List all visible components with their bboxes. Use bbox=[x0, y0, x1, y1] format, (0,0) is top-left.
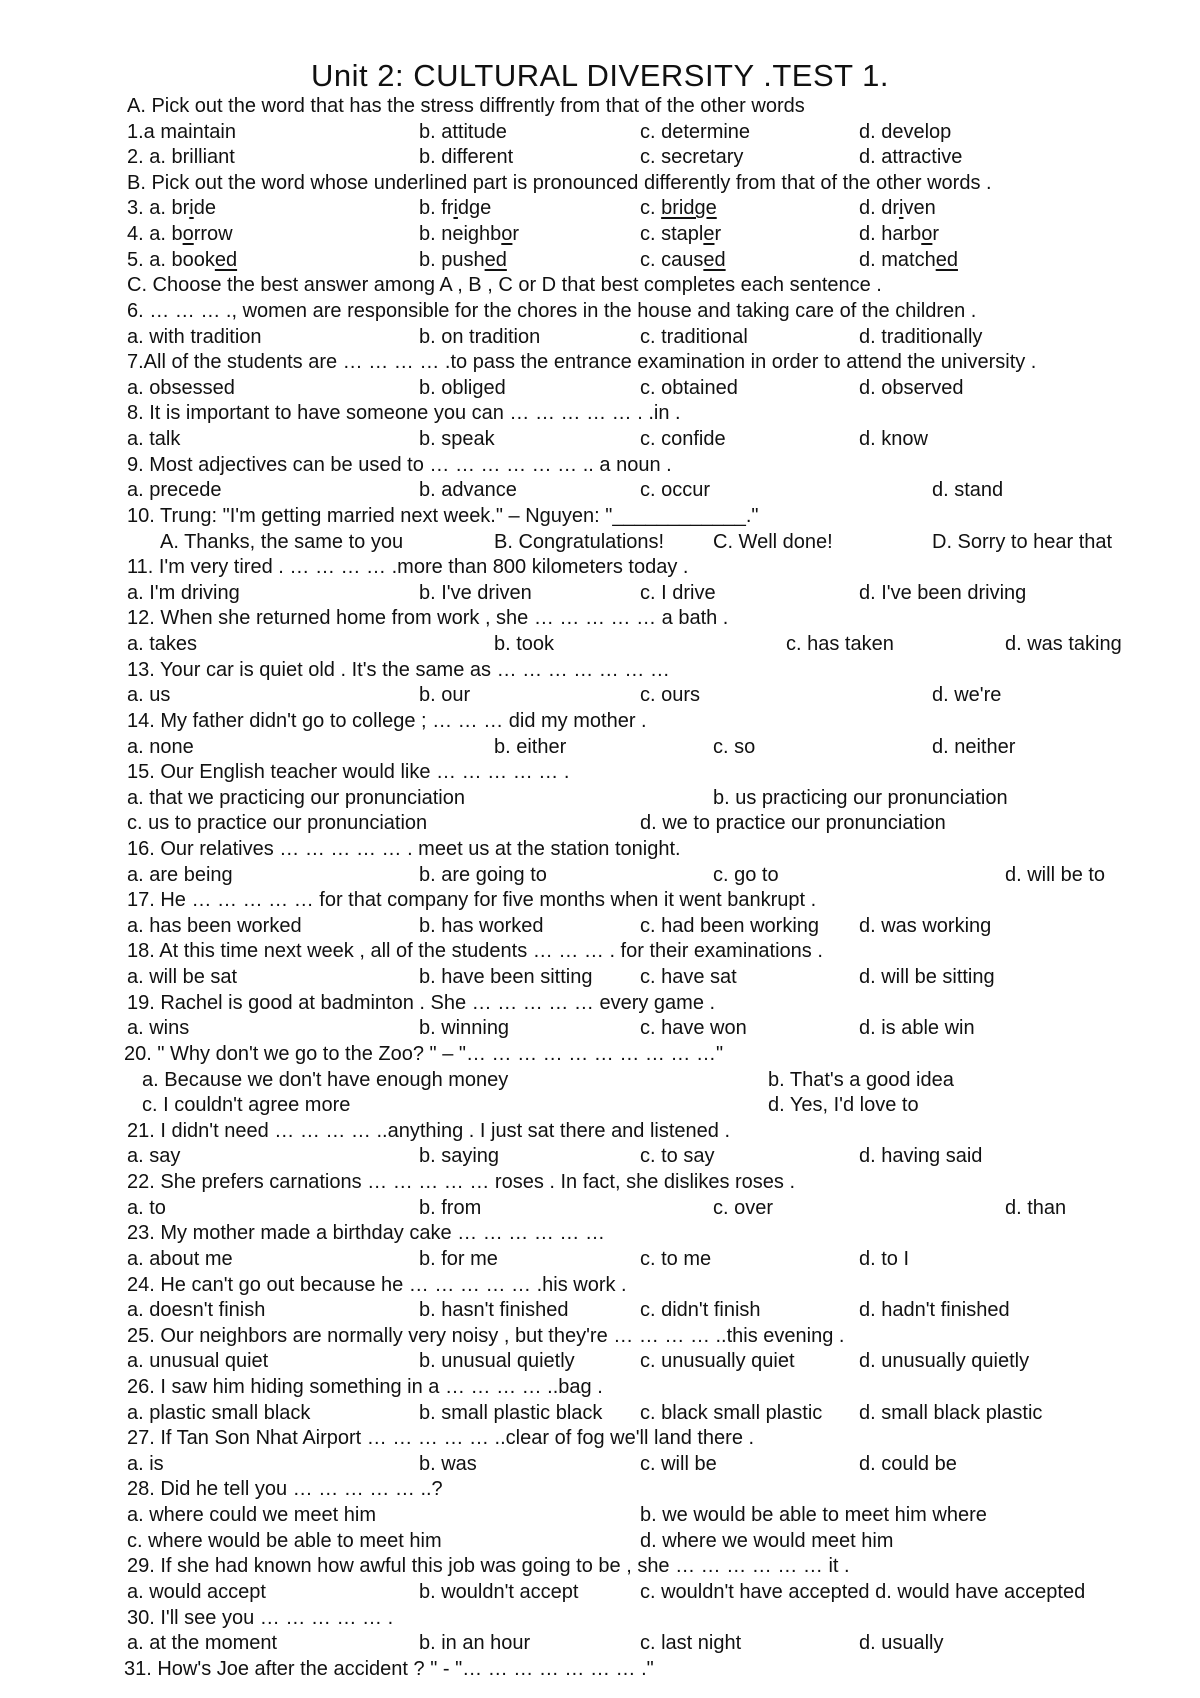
text-line bbox=[0, 554, 1200, 580]
option-text: b. neighb bbox=[419, 223, 502, 246]
text-line bbox=[0, 324, 1200, 350]
text-line bbox=[0, 862, 1200, 888]
question-text: 23. My mother made a birthday cake … … … … … … bbox=[127, 1222, 605, 1245]
text-line bbox=[0, 1605, 1200, 1631]
option-text: c. caus bbox=[640, 248, 704, 271]
answer-option: c. to me bbox=[640, 1247, 712, 1270]
text-line bbox=[0, 1297, 1200, 1323]
answer-option: c. I drive bbox=[640, 581, 716, 604]
answer-option: b. speak bbox=[419, 428, 495, 451]
answer-option: d. unusually quietly bbox=[859, 1350, 1030, 1373]
text-line bbox=[0, 170, 1200, 196]
text-line bbox=[0, 1348, 1200, 1374]
question-text: 11. I'm very tired . … … … … .more than 800 kilometers today . bbox=[127, 556, 689, 579]
answer-option: c. traditional bbox=[640, 325, 748, 348]
option-text: d. match bbox=[859, 248, 936, 271]
answer-option: c. last night bbox=[640, 1632, 742, 1655]
underlined-letters: i bbox=[899, 197, 904, 220]
text-line bbox=[0, 1476, 1200, 1502]
answer-option: d. neither bbox=[932, 735, 1016, 758]
text-line bbox=[0, 605, 1200, 631]
answer-option: d. where we would meet him bbox=[640, 1529, 894, 1552]
answer-option: c. had been working bbox=[640, 914, 820, 937]
answer-option: d. usually bbox=[859, 1632, 944, 1655]
question-text: 15. Our English teacher would like … … … … … . bbox=[127, 761, 570, 784]
text-line bbox=[0, 734, 1200, 760]
answer-option: a. has been worked bbox=[127, 914, 302, 937]
answer-option: b. different bbox=[419, 146, 514, 169]
underlined-letters: bridge bbox=[661, 197, 717, 220]
answer-option: b. I've driven bbox=[419, 581, 532, 604]
answer-option bbox=[859, 247, 958, 273]
answer-option: b. winning bbox=[419, 1017, 510, 1040]
underlined-letters: e bbox=[703, 223, 715, 246]
answer-option: a. doesn't finish bbox=[127, 1299, 266, 1322]
question-text: 28. Did he tell you … … … … … ..? bbox=[127, 1478, 443, 1501]
text-line bbox=[0, 1041, 1200, 1067]
question-text: 30. I'll see you … … … … … . bbox=[127, 1606, 394, 1629]
answer-option bbox=[127, 247, 237, 273]
text-line bbox=[0, 759, 1200, 785]
answer-option: b. hasn't finished bbox=[419, 1299, 569, 1322]
option-text: d. harb bbox=[859, 223, 922, 246]
question-text: 16. Our relatives … … … … … . meet us at the station tonight. bbox=[127, 837, 681, 860]
answer-option: d. than bbox=[1005, 1196, 1067, 1219]
answer-option bbox=[419, 221, 519, 247]
option-text: 4. a. b bbox=[127, 223, 183, 246]
answer-option: c. where would be able to meet him bbox=[127, 1529, 442, 1552]
text-line bbox=[0, 1528, 1200, 1554]
question-text: 22. She prefers carnations … … … … … roses . In fact, she dislikes roses . bbox=[127, 1171, 796, 1194]
answer-option: d. small black plastic bbox=[859, 1401, 1043, 1424]
answer-option: b. advance bbox=[419, 479, 517, 502]
option-text: r bbox=[714, 223, 722, 246]
answer-option: a. about me bbox=[127, 1247, 233, 1270]
answer-option: b. us practicing our pronunciation bbox=[713, 786, 1008, 809]
answer-option: b. wouldn't accept bbox=[419, 1580, 579, 1603]
underlined-letters: ed bbox=[935, 248, 958, 271]
option-text: r bbox=[512, 223, 520, 246]
option-text: c. stapl bbox=[640, 223, 704, 246]
text-line bbox=[0, 272, 1200, 298]
option-text: r bbox=[932, 223, 940, 246]
text-line bbox=[0, 836, 1200, 862]
option-text: rrow bbox=[193, 223, 233, 246]
answer-option bbox=[127, 195, 216, 221]
answer-option: b. saying bbox=[419, 1145, 500, 1168]
question-text: 14. My father didn't go to college ; … … … did my mother . bbox=[127, 709, 647, 732]
underlined-letters: i bbox=[189, 197, 194, 220]
answer-option: d. was taking bbox=[1005, 633, 1122, 656]
text-line bbox=[0, 247, 1200, 273]
answer-option: b. from bbox=[419, 1196, 482, 1219]
answer-option: 2. a. brilliant bbox=[127, 146, 235, 169]
answer-option: a. none bbox=[127, 735, 194, 758]
underlined-letters: o bbox=[501, 223, 513, 246]
underlined-letters: i bbox=[453, 197, 458, 220]
answer-option: a. obsessed bbox=[127, 376, 235, 399]
answer-option: b. are going to bbox=[419, 863, 547, 886]
text-line bbox=[0, 785, 1200, 811]
text-line bbox=[0, 1092, 1200, 1118]
text-line bbox=[0, 144, 1200, 170]
text-line bbox=[0, 1246, 1200, 1272]
answer-option bbox=[640, 247, 726, 273]
question-text: C. Choose the best answer among A , B , C or D that best completes each sentence . bbox=[127, 274, 882, 297]
answer-option: a. at the moment bbox=[127, 1632, 278, 1655]
answer-option bbox=[640, 195, 717, 221]
answer-option: a. talk bbox=[127, 428, 181, 451]
text-line bbox=[0, 631, 1200, 657]
answer-option: b. on tradition bbox=[419, 325, 541, 348]
answer-option: c. determine bbox=[640, 120, 751, 143]
answer-option: d. to I bbox=[859, 1247, 910, 1270]
answer-option: c. secretary bbox=[640, 146, 744, 169]
answer-option: c. occur bbox=[640, 479, 711, 502]
question-text: 10. Trung: "I'm getting married next week." – Nguyen: "____________." bbox=[127, 504, 759, 527]
text-line bbox=[0, 682, 1200, 708]
option-text: 3. a. br bbox=[127, 197, 190, 220]
question-text: 8. It is important to have someone you can … … … … … . .in . bbox=[127, 402, 681, 425]
answer-option: a. are being bbox=[127, 863, 233, 886]
text-line bbox=[0, 1451, 1200, 1477]
text-line bbox=[0, 1374, 1200, 1400]
option-text: 5. a. book bbox=[127, 248, 215, 271]
text-line bbox=[0, 990, 1200, 1016]
text-line bbox=[0, 1579, 1200, 1605]
text-line bbox=[0, 913, 1200, 939]
answer-option: d. having said bbox=[859, 1145, 983, 1168]
text-line bbox=[0, 1323, 1200, 1349]
answer-option: c. unusually quiet bbox=[640, 1350, 795, 1373]
answer-option: 1.a maintain bbox=[127, 120, 236, 143]
answer-option: d. is able win bbox=[859, 1017, 975, 1040]
answer-option: b. unusual quietly bbox=[419, 1350, 575, 1373]
answer-option: b. attitude bbox=[419, 120, 507, 143]
answer-option bbox=[859, 221, 939, 247]
answer-option: d. hadn't finished bbox=[859, 1299, 1010, 1322]
answer-option: D. Sorry to hear that bbox=[932, 530, 1113, 553]
question-text: 20. " Why don't we go to the Zoo? " – "… … … … … … … … … …" bbox=[124, 1042, 724, 1065]
answer-option: d. was working bbox=[859, 914, 992, 937]
answer-option: d. I've been driving bbox=[859, 581, 1027, 604]
question-text: 19. Rachel is good at badminton . She … … … … … every game . bbox=[127, 991, 716, 1014]
text-line bbox=[0, 1272, 1200, 1298]
answer-option: c. obtained bbox=[640, 376, 738, 399]
answer-option: d. know bbox=[859, 428, 928, 451]
answer-option: d. we're bbox=[932, 684, 1002, 707]
question-text: 26. I saw him hiding something in a … … … … ..bag . bbox=[127, 1376, 603, 1398]
answer-option: c. didn't finish bbox=[640, 1299, 761, 1322]
question-text: 18. At this time next week , all of the students … … … . for their examinations . bbox=[127, 940, 823, 963]
text-line bbox=[0, 1143, 1200, 1169]
text-line bbox=[0, 349, 1200, 375]
text-line bbox=[0, 810, 1200, 836]
answer-option: C. Well done! bbox=[713, 530, 833, 553]
answer-option: c. confide bbox=[640, 428, 726, 451]
answer-option: a. takes bbox=[127, 633, 198, 656]
answer-option: b. either bbox=[494, 735, 567, 758]
text-line bbox=[0, 375, 1200, 401]
question-text: 29. If she had known how awful this job was going to be , she … … … … … … it . bbox=[127, 1555, 850, 1578]
text-line bbox=[0, 93, 1200, 119]
answer-option: d. traditionally bbox=[859, 325, 983, 348]
answer-option: d. develop bbox=[859, 120, 952, 143]
answer-option: a. precede bbox=[127, 479, 222, 502]
text-line bbox=[0, 1425, 1200, 1451]
answer-option: b. has worked bbox=[419, 914, 544, 937]
question-text: 27. If Tan Son Nhat Airport … … … … … ..clear of fog we'll land there . bbox=[127, 1427, 755, 1450]
text-line bbox=[0, 938, 1200, 964]
text-line bbox=[0, 657, 1200, 683]
text-line bbox=[0, 1067, 1200, 1093]
answer-option: c. has taken bbox=[786, 633, 894, 656]
text-line bbox=[0, 477, 1200, 503]
text-line bbox=[0, 1118, 1200, 1144]
answer-option: a. with tradition bbox=[127, 325, 262, 348]
answer-option: c. to say bbox=[640, 1145, 715, 1168]
text-line bbox=[0, 195, 1200, 221]
answer-option bbox=[419, 195, 491, 221]
answer-option: c. us to practice our pronunciation bbox=[127, 812, 428, 835]
answer-option: c. go to bbox=[713, 863, 779, 886]
option-text: ven bbox=[903, 197, 936, 220]
answer-option: c. so bbox=[713, 735, 756, 758]
answer-option: c. over bbox=[713, 1196, 774, 1219]
text-line bbox=[0, 1502, 1200, 1528]
question-text: 13. Your car is quiet old . It's the same as … … … … … … … bbox=[127, 658, 670, 681]
answer-option: b. in an hour bbox=[419, 1632, 531, 1655]
answer-option: a. Because we don't have enough money bbox=[142, 1068, 509, 1091]
text-line bbox=[0, 298, 1200, 324]
answer-option: b. for me bbox=[419, 1247, 498, 1270]
answer-option: c. have sat bbox=[640, 966, 737, 989]
answer-option: a. I'm driving bbox=[127, 581, 240, 604]
answer-option: a. to bbox=[127, 1196, 166, 1219]
answer-option: c. ours bbox=[640, 684, 701, 707]
text-line bbox=[0, 119, 1200, 145]
text-line bbox=[0, 1169, 1200, 1195]
option-text: b. push bbox=[419, 248, 485, 271]
question-text: B. Pick out the word whose underlined part is pronounced differently from that of the other words . bbox=[127, 171, 992, 194]
question-text: 24. He can't go out because he … … … … … .his work . bbox=[127, 1273, 627, 1296]
answer-option: d. we to practice our pronunciation bbox=[640, 812, 946, 835]
text-line bbox=[0, 503, 1200, 529]
answer-option: b. That's a good idea bbox=[768, 1068, 954, 1091]
answer-option: c. black small plastic bbox=[640, 1401, 823, 1424]
text-line bbox=[0, 1400, 1200, 1426]
answer-option: a. that we practicing our pronunciation bbox=[127, 786, 465, 809]
answer-option: d. Yes, I'd love to bbox=[768, 1094, 919, 1117]
answer-option: B. Congratulations! bbox=[494, 530, 665, 553]
answer-option: b. took bbox=[494, 633, 555, 656]
answer-option: d. could be bbox=[859, 1452, 957, 1475]
text-line bbox=[0, 400, 1200, 426]
answer-option: c. have won bbox=[640, 1017, 747, 1040]
option-text: dge bbox=[457, 197, 492, 220]
text-line bbox=[0, 1630, 1200, 1656]
answer-option: a. is bbox=[127, 1452, 164, 1475]
answer-option: a. where could we meet him bbox=[127, 1504, 377, 1527]
answer-option: c. wouldn't have accepted d. would have accepted bbox=[640, 1580, 1086, 1603]
option-text: de bbox=[193, 197, 216, 220]
answer-option: b. obliged bbox=[419, 376, 506, 399]
answer-option: d. will be to bbox=[1005, 863, 1106, 886]
answer-option bbox=[127, 221, 233, 247]
question-text: 9. Most adjectives can be used to … … … … … … .. a noun . bbox=[127, 453, 672, 476]
answer-option bbox=[419, 247, 507, 273]
answer-option: d. observed bbox=[859, 376, 964, 399]
text-line bbox=[0, 1015, 1200, 1041]
answer-option: a. plastic small black bbox=[127, 1401, 311, 1424]
document-title: Unit 2: CULTURAL DIVERSITY .TEST 1. bbox=[311, 58, 889, 93]
answer-option: a. would accept bbox=[127, 1580, 266, 1603]
answer-option: b. was bbox=[419, 1452, 477, 1475]
answer-option: a. will be sat bbox=[127, 966, 238, 989]
answer-option: b. small plastic black bbox=[419, 1401, 603, 1424]
option-text: d. dr bbox=[859, 197, 900, 220]
question-text: 21. I didn't need … … … … ..anything . I just sat there and listened . bbox=[127, 1119, 731, 1142]
underlined-letters: o bbox=[182, 223, 194, 246]
answer-option: b. we would be able to meet him where bbox=[640, 1504, 987, 1527]
question-text: 6. … … … ., women are responsible for the chores in the house and taking care of the children . bbox=[127, 299, 977, 322]
text-line bbox=[0, 1220, 1200, 1246]
question-text: 25. Our neighbors are normally very noisy , but they're … … … … ..this evening . bbox=[127, 1324, 845, 1347]
answer-option: a. unusual quiet bbox=[127, 1350, 269, 1373]
text-line bbox=[0, 529, 1200, 555]
answer-option: d. attractive bbox=[859, 146, 963, 169]
answer-option: b. our bbox=[419, 684, 471, 707]
text-line bbox=[0, 964, 1200, 990]
text-line bbox=[0, 452, 1200, 478]
underlined-letters: ed bbox=[484, 248, 507, 271]
text-line bbox=[0, 1553, 1200, 1579]
answer-option: a. say bbox=[127, 1145, 181, 1168]
answer-option bbox=[859, 195, 936, 221]
underlined-letters: o bbox=[921, 223, 933, 246]
text-line bbox=[0, 1656, 1200, 1682]
text-line bbox=[0, 708, 1200, 734]
text-line bbox=[0, 426, 1200, 452]
answer-option: A. Thanks, the same to you bbox=[160, 530, 404, 553]
answer-option: a. us bbox=[127, 684, 171, 707]
text-line bbox=[0, 221, 1200, 247]
underlined-letters: ed bbox=[703, 248, 726, 271]
question-text: 7.All of the students are … … … … .to pass the entrance examination in order to attend the university . bbox=[127, 351, 1037, 374]
option-text: c. bbox=[640, 197, 662, 220]
option-text: b. fr bbox=[419, 197, 454, 220]
answer-option: d. stand bbox=[932, 479, 1004, 502]
answer-option: b. have been sitting bbox=[419, 966, 593, 989]
answer-option: a. wins bbox=[127, 1017, 190, 1040]
text-line bbox=[0, 887, 1200, 913]
answer-option: c. I couldn't agree more bbox=[142, 1094, 351, 1117]
underlined-letters: ed bbox=[214, 248, 238, 271]
text-line bbox=[0, 580, 1200, 606]
answer-option bbox=[640, 221, 721, 247]
question-text: 17. He … … … … … for that company for five months when it went bankrupt . bbox=[127, 889, 817, 912]
question-text: 12. When she returned home from work , she … … … … … a bath . bbox=[127, 607, 729, 630]
text-line bbox=[0, 1195, 1200, 1221]
question-text: 31. How's Joe after the accident ? " - "… … … … … … … ." bbox=[124, 1657, 654, 1680]
answer-option: c. will be bbox=[640, 1452, 717, 1475]
question-text: A. Pick out the word that has the stress diffrently from that of the other words bbox=[127, 95, 805, 117]
answer-option: d. will be sitting bbox=[859, 966, 995, 989]
